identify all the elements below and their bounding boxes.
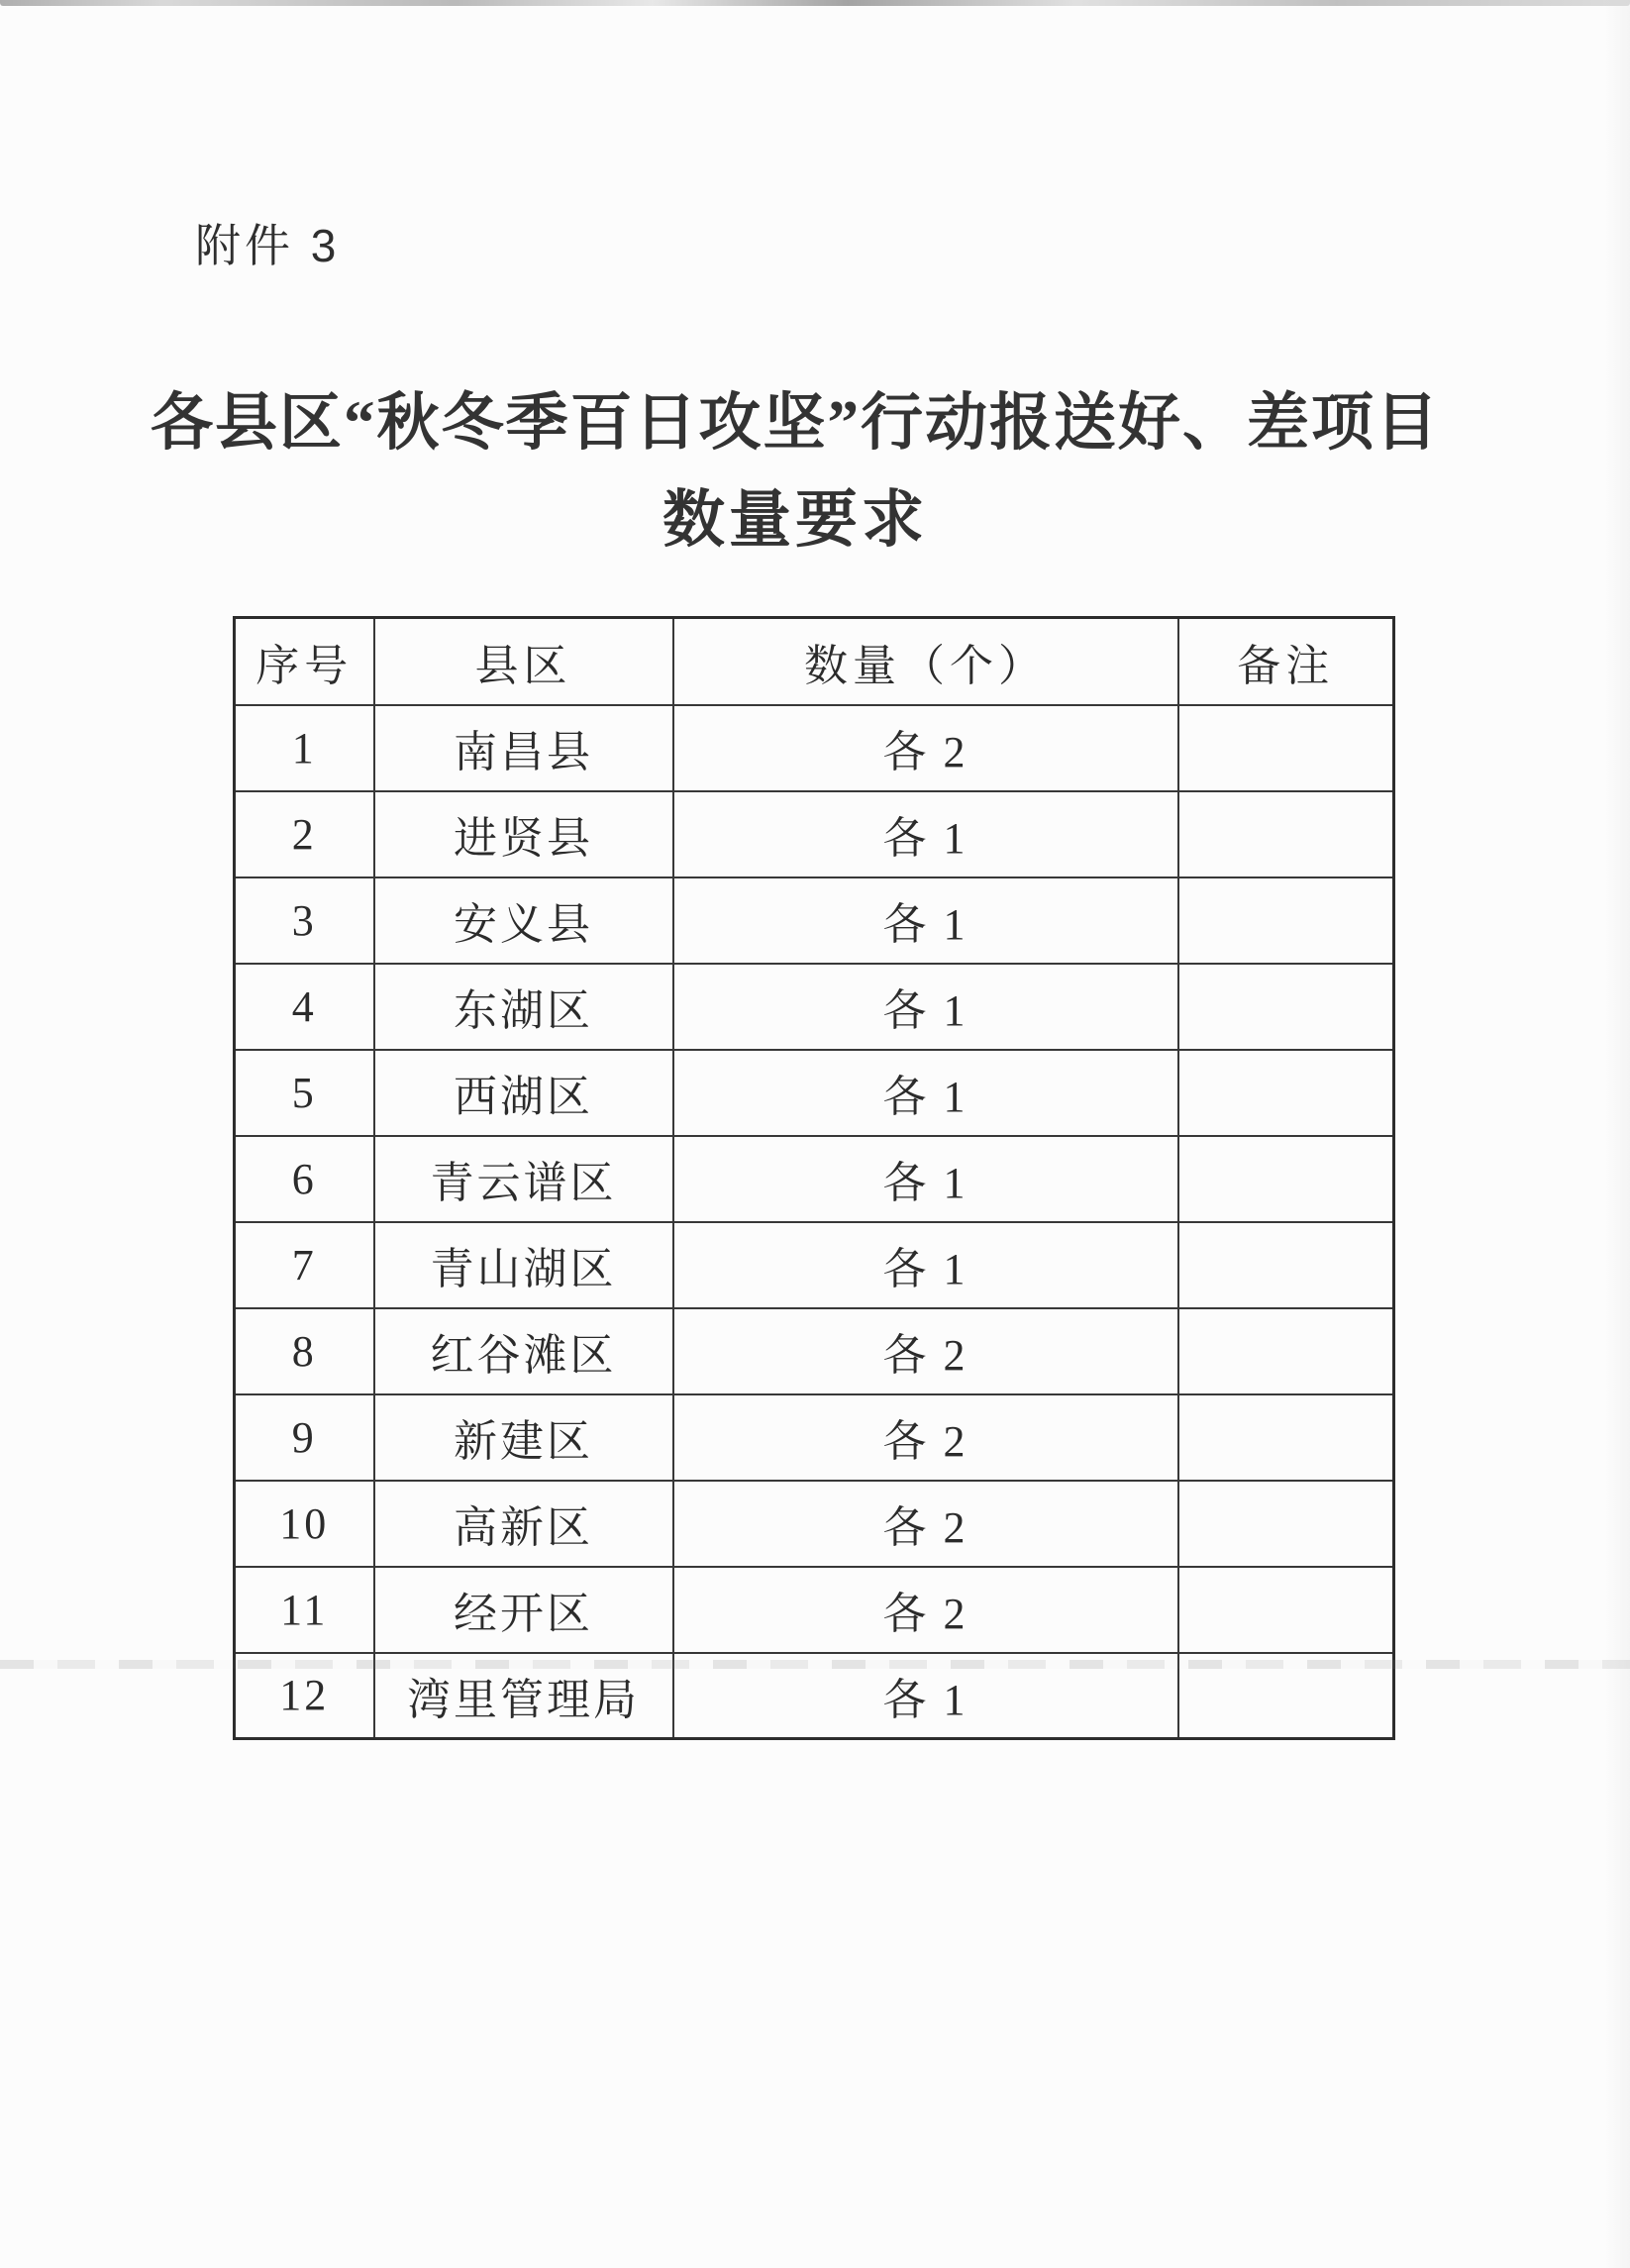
- cell-district: 安义县: [374, 877, 673, 964]
- quantity-requirements-table: [233, 616, 1395, 1740]
- table-row: [235, 1222, 1394, 1308]
- cell-quantity: 各 1: [673, 964, 1178, 1050]
- table-row: [235, 1308, 1394, 1394]
- table-row: [235, 705, 1394, 791]
- cell-district: 高新区: [374, 1481, 673, 1567]
- cell-remark: [1178, 1136, 1394, 1222]
- cell-no: 12: [235, 1653, 374, 1739]
- table-body: [235, 705, 1394, 1739]
- cell-no: 6: [235, 1136, 374, 1222]
- cell-remark: [1178, 1567, 1394, 1653]
- cell-no: 4: [235, 964, 374, 1050]
- cell-quantity: 各 1: [673, 877, 1178, 964]
- cell-quantity: 各 2: [673, 1481, 1178, 1567]
- table-row: [235, 1394, 1394, 1481]
- cell-quantity: 各 1: [673, 1050, 1178, 1136]
- cell-quantity: 各 1: [673, 1222, 1178, 1308]
- table-row: [235, 1050, 1394, 1136]
- attachment-label: 附件 3: [195, 220, 341, 271]
- column-header-no: 序号: [235, 618, 374, 705]
- table-row: [235, 1481, 1394, 1567]
- cell-district: 青云谱区: [374, 1136, 673, 1222]
- cell-district: 西湖区: [374, 1050, 673, 1136]
- cell-quantity: 各 1: [673, 1136, 1178, 1222]
- table-header: [235, 618, 1394, 705]
- table-row: [235, 791, 1394, 877]
- column-header-quantity: 数量（个）: [673, 618, 1178, 705]
- table-header-row: [235, 618, 1394, 705]
- cell-remark: [1178, 1050, 1394, 1136]
- cell-remark: [1178, 1222, 1394, 1308]
- cell-no: 11: [235, 1567, 374, 1653]
- cell-no: 1: [235, 705, 374, 791]
- cell-no: 8: [235, 1308, 374, 1394]
- cell-quantity: 各 1: [673, 1653, 1178, 1739]
- cell-district: 湾里管理局: [374, 1653, 673, 1739]
- scan-shade-artifact: [1604, 0, 1630, 2268]
- cell-remark: [1178, 877, 1394, 964]
- table-row: [235, 1567, 1394, 1653]
- cell-remark: [1178, 1308, 1394, 1394]
- cell-quantity: 各 2: [673, 1567, 1178, 1653]
- cell-no: 3: [235, 877, 374, 964]
- scan-edge-artifact: [0, 0, 1630, 6]
- cell-quantity: 各 1: [673, 791, 1178, 877]
- cell-remark: [1178, 964, 1394, 1050]
- cell-district: 经开区: [374, 1567, 673, 1653]
- cell-quantity: 各 2: [673, 705, 1178, 791]
- column-header-district: 县区: [374, 618, 673, 705]
- table-row: [235, 1653, 1394, 1739]
- table-row: [235, 877, 1394, 964]
- cell-quantity: 各 2: [673, 1308, 1178, 1394]
- document-title-line1: 各县区“秋冬季百日攻坚”行动报送好、差项目: [151, 388, 1440, 458]
- cell-district: 新建区: [374, 1394, 673, 1481]
- table-row: [235, 1136, 1394, 1222]
- cell-quantity: 各 2: [673, 1394, 1178, 1481]
- cell-remark: [1178, 791, 1394, 877]
- document-title-line2: 数量要求: [662, 485, 928, 555]
- document-title: [0, 374, 1590, 568]
- cell-no: 10: [235, 1481, 374, 1567]
- column-header-remark: 备注: [1178, 618, 1394, 705]
- cell-remark: [1178, 1394, 1394, 1481]
- table-row: [235, 964, 1394, 1050]
- cell-no: 9: [235, 1394, 374, 1481]
- cell-remark: [1178, 1481, 1394, 1567]
- cell-remark: [1178, 705, 1394, 791]
- cell-district: 南昌县: [374, 705, 673, 791]
- cell-no: 7: [235, 1222, 374, 1308]
- cell-no: 2: [235, 791, 374, 877]
- cell-district: 红谷滩区: [374, 1308, 673, 1394]
- cell-district: 进贤县: [374, 791, 673, 877]
- cell-remark: [1178, 1653, 1394, 1739]
- cell-no: 5: [235, 1050, 374, 1136]
- cell-district: 东湖区: [374, 964, 673, 1050]
- cell-district: 青山湖区: [374, 1222, 673, 1308]
